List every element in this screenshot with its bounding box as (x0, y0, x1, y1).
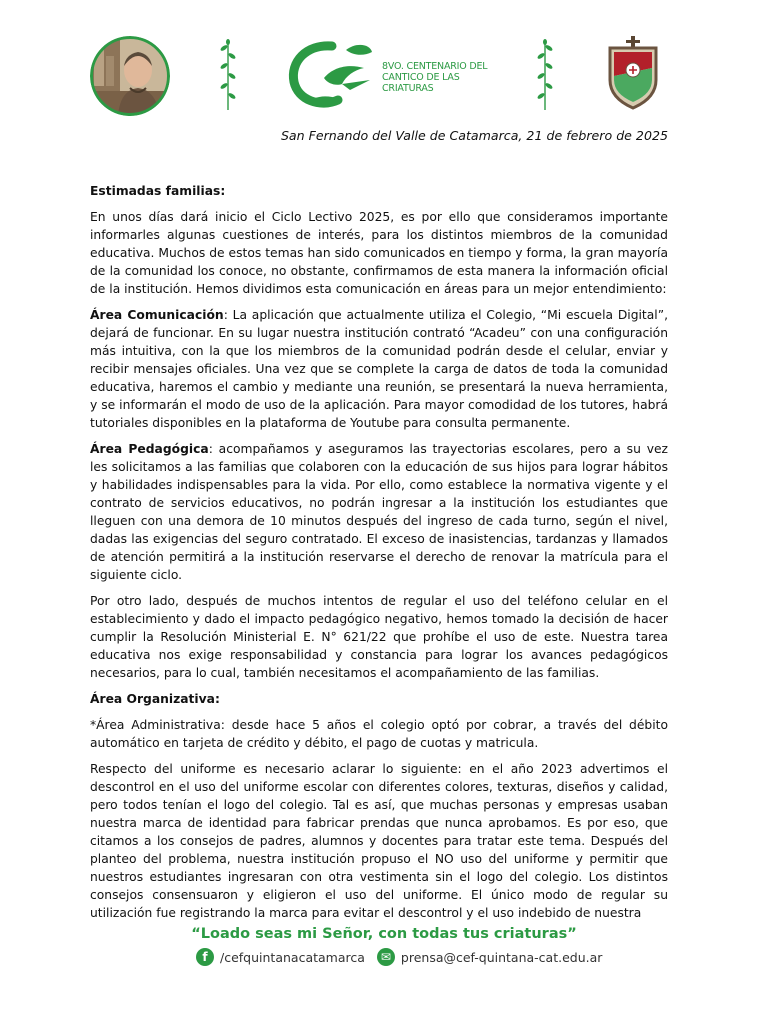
heading-comunicacion: Área Comunicación (90, 308, 224, 322)
centenario-logo (284, 40, 504, 110)
paragraph-administrativa: *Área Administrativa: desde hace 5 años el colegio optó por cobrar, a través del débito automático en tarjeta de crédito y débito, el pago de cuotas y matricula. (90, 718, 668, 750)
paragraph-pedagogica (90, 440, 668, 584)
footer-contacts (196, 946, 602, 968)
paragraph-uniforme: Respecto del uniforme es necesario aclarar lo siguiente: en el año 2023 advertimos el descontrol en el uso del uniforme escolar con diferentes colores, texturas, diseños y calidad, pero todos tenían el logo del colegio. Tal es así, que muchas personas y empresas usaban nuestra marca de identidad para fabricar prendas que nunca aprobamos. Es por eso, que citamos a los consejos de padres, alumnos y docentes para tratar este tema. Después del planteo del problema, nuestra institución propuso el NO uso del uniforme y permitir que nuestros estudiantes ingresaran con otra vestimenta sin el logo del colegio. Los distintos consejos consensuaron y eligieron el uso del uniforme. El único modo de regular su utilización fue registrando la marca para evitar el descontrol y el uso indebido de nuestra (90, 762, 668, 920)
heading-organizativa: Área Organizativa: (90, 692, 220, 706)
leaf-branch-right-icon (535, 38, 555, 112)
facebook-icon: f (196, 948, 214, 966)
centenario-title: 8VO. CENTENARIO DEL CANTICO DE LAS CRIATURAS (382, 61, 488, 94)
leaf-branch-left-icon (218, 38, 238, 112)
letterhead (0, 30, 768, 120)
saint-portrait-logo (90, 36, 170, 116)
text-pedagogica: : acompañamos y aseguramos las trayectorias escolares, pero a su vez les solicitamos a las familias que colaboren con la educación de sus hijos para lograr hábitos y habilidades indispensables para la vida. Por ello, como establece la normativa vigente y el contrato de servicios educativos, no podrán ingresar a la institución los estudiantes que lleguen con una demora de 10 minutos después del ingreso de cada turno, según el nivel, dadas las exigencias del seguro contratado. El exceso de inasistencias, tardanzas y llamados de atención permitirá a la institución reservarse el derecho de renovar la matrícula para el siguiente ciclo. (90, 442, 668, 582)
dove-leaf-icon (284, 40, 380, 110)
footer-quote: “Loado seas mi Señor, con todas tus criaturas” (191, 926, 577, 942)
salutation: Estimadas familias: (90, 184, 226, 198)
letter-date: San Fernando del Valle de Catamarca, 21 de febrero de 2025 (280, 128, 668, 143)
paragraph-celular: Por otro lado, después de muchos intentos de regular el uso del teléfono celular en el establecimiento y dado el impacto pedagógico negativo, hemos tomado la decisión de hacer cumplir la Resolución Ministerial E. N° 621/22 que prohíbe el uso de este. Nuestra tarea educativa nos exige responsabilidad y constancia para lograr los avances pedagógicos necesarios, para lo cual, también necesitamos el acompañamiento de las familias. (90, 594, 668, 680)
email-link[interactable]: prensa@cef-quintana-cat.edu.ar (400, 949, 603, 965)
letter-body (90, 182, 668, 930)
school-crest-logo (604, 36, 662, 110)
heading-pedagogica: Área Pedagógica (90, 442, 209, 456)
facebook-link[interactable]: /cefquintanacatamarca (220, 949, 365, 965)
email-icon: ✉ (377, 948, 395, 966)
paragraph-intro: En unos días dará inicio el Ciclo Lectivo 2025, es por ello que consideramos importante informarles algunas cuestiones de interés, para los distintos miembros de la comunidad educativa. Muchos de estos temas han sido comunicados en tiempo y forma, la gran mayoría de la comunidad los conoce, no obstante, confirmamos de esta manera la información oficial de la institución. Hemos dividimos esta comunicación en áreas para un mejor entendimiento: (90, 210, 668, 296)
text-comunicacion: : La aplicación que actualmente utiliza el Colegio, “Mi escuela Digital”, dejará de funcionar. En su lugar nuestra institución contrató “Acadeu” con una configuración más intuitiva, con la que los miembros de la comunidad podrán desde el celular, enviar y recibir mensajes oficiales. Una vez que se complete la carga de datos de toda la comunidad educativa, haremos el cambio y mediante una reunión, se presentará la nueva herramienta, y se informarán el modo de uso de la aplicación. Para mayor comodidad de los tutores, habrá tutoriales disponibles en la plataforma de Youtube para consulta permanente. (90, 308, 668, 430)
paragraph-comunicacion (90, 306, 668, 432)
